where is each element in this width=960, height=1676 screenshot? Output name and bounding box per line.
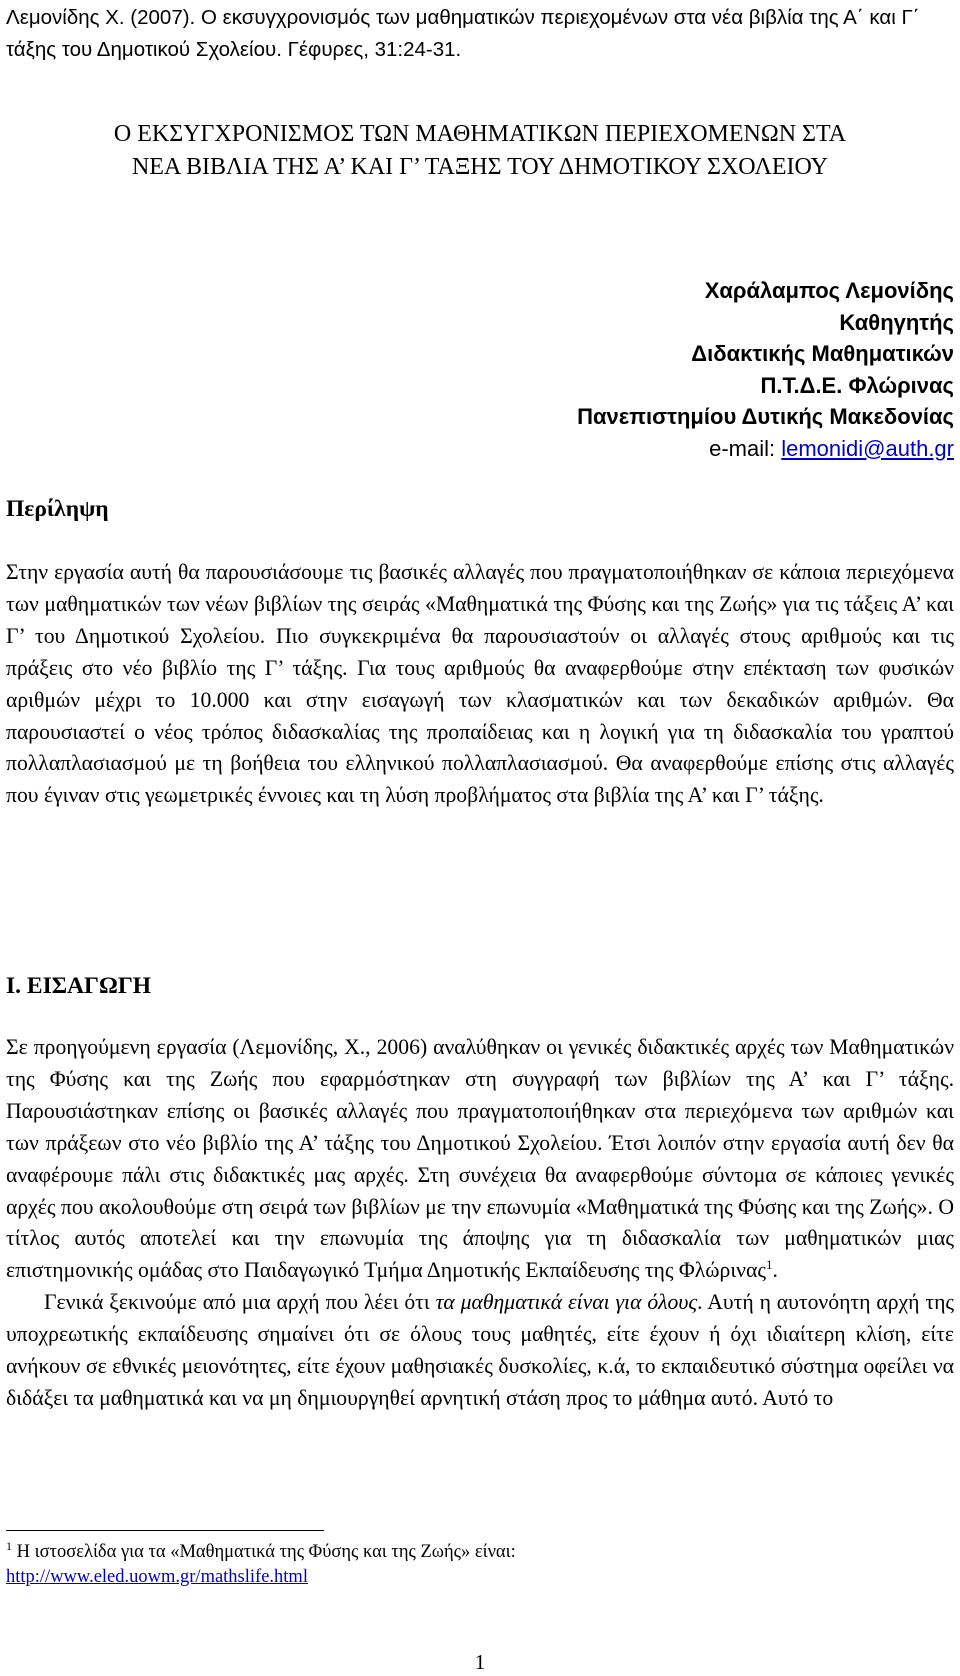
- footnote-divider: [6, 1530, 324, 1531]
- footnote-link[interactable]: http://www.eled.uowm.gr/mathslife.html: [6, 1567, 308, 1587]
- footnote-text-line: $^1$ Η ιστοσελίδα για τα «Μαθηματικά της Φύσης και της Ζωής» είναι:: [6, 1538, 516, 1562]
- abstract-body: [6, 557, 954, 812]
- author-name: Χαράλαμπος Λεμονίδης: [704, 278, 954, 303]
- abstract-heading: Περίληψη: [6, 496, 109, 522]
- author-position: Καθηγητής: [839, 309, 954, 335]
- title-line-1: Ο ΕΚΣΥΓΧΡΟΝΙΣΜΟΣ ΤΩΝ ΜΑΘΗΜΑΤΙΚΩΝ ΠΕΡΙΕΧΟΜΕΝΩΝ ΣΤΑ: [113, 121, 847, 147]
- author-email-line: [577, 433, 954, 465]
- intro-heading: Ι. ΕΙΣΑΓΩΓΗ: [6, 973, 152, 999]
- paper-title: [0, 118, 960, 184]
- footnote-number: 1: [6, 1538, 12, 1553]
- citation-header: Λεμονίδης Χ. (2007). Ο εκσυγχρονισμός των μαθηματικών περιεχομένων στα νέα βιβλία της Α΄ και Γ΄ τάξης του Δημοτικού Σχολείου. Γέφυρες, 31:24-31.: [6, 6, 920, 61]
- author-dept: Π.Τ.Δ.Ε. Φλώρινας: [760, 372, 954, 398]
- intro-paragraph-2: Γενικά ξεκινούμε από μια αρχή που λέει ότι τα μαθηματικά είναι για όλους. Αυτή η αυτονόητη αρχή της υποχρεωτικής εκπαίδευσης σημαίνει ότι σε όλους τους μαθητές, είτε έχουν ή όχι ιδιαίτερη κλίση, είτε ανήκουν σε εθνικές μειονότητες, είτε έχουν μαθησιακές δυσκολίες, κ.ά, το εκπαιδευτικό σύστημα οφείλει να διδάξει τα μαθηματικά και να μη δημιουργηθεί αρνητική στάση προς το μάθημα αυτό. Αυτό το: [6, 1290, 955, 1410]
- footnote-ref[interactable]: 1: [765, 1257, 773, 1273]
- email-label: e-mail:: [709, 435, 776, 461]
- author-university: Πανεπιστημίου Δυτικής Μακεδονίας: [577, 404, 954, 429]
- intro-body: [6, 1032, 954, 1415]
- emphasis-text: τα μαθηματικά είναι για όλους: [435, 1290, 698, 1315]
- email-link[interactable]: lemonidi@auth.gr: [781, 435, 954, 461]
- footnote: [6, 1540, 954, 1590]
- title-line-2: ΝΕΑ ΒΙΒΛΙΑ ΤΗΣ Α’ ΚΑΙ Γ’ ΤΑΞΗΣ ΤΟΥ ΔΗΜΟΤΙΚΟΥ ΣΧΟΛΕΙΟΥ: [131, 154, 829, 180]
- author-block: [577, 275, 954, 464]
- page-number: 1: [474, 1650, 486, 1674]
- author-field: Διδακτικής Μαθηματικών: [691, 341, 954, 366]
- intro-paragraph-1: Σε προηγούμενη εργασία (Λεμονίδης, Χ., 2006) αναλύθηκαν οι γενικές διδακτικές αρχές των Μαθηματικών της Φύσης και της Ζωής που εφαρμόστηκαν στη συγγραφή των βιβλίων της Α’ και Γ’ τάξης. Παρουσιάστηκαν επίσης οι βασικές αλλαγές που πραγματοποιήθηκαν στα περιεχόμενα των αριθμών και των πράξεων στο νέο βιβλίο της Α’ τάξης του Δημοτικού Σχολείου. Έτσι λοιπόν στην εργασία αυτή δεν θα αναφέρουμε πάλι στις διδακτικές μας αρχές. Στη συνέχεια θα αναφερθούμε σύντομα σε κάποιες γενικές αρχές που ακολουθούμε στη σειρά των βιβλίων με την επωνυμία «Μαθηματικά της Φύσης και της Ζωής». Ο τίτλος αυτός αποτελεί και την επωνυμία της άποψης για τη διδασκαλία των μαθηματικών μιας επιστημονικής ομάδας στο Παιδαγωγικό Τμήμα Δημοτικής Εκπαίδευσης της Φλώρινας$^1$.: [6, 1035, 954, 1283]
- abstract-text: Στην εργασία αυτή θα παρουσιάσουμε τις βασικές αλλαγές που πραγματοποιήθηκαν σε κάποια περιεχόμενα των μαθηματικών των νέων βιβλίων της σειράς «Μαθηματικά της Φύσης και της Ζωής» για τις τάξεις Α’ και Γ’ του Δημοτικού Σχολείου. Πιο συγκεκριμένα θα παρουσιαστούν οι αλλαγές στους αριθμούς και τις πράξεις στο νέο βιβλίο της Γ’ τάξης. Για τους αριθμούς θα αναφερθούμε στην επέκταση των φυσικών αριθμών μέχρι το 10.000 και στην εισαγωγή των κλασματικών και των δεκαδικών αριθμών. Θα παρουσιαστεί ο νέος τρόπος διδασκαλίας της προπαίδειας και η λογική για τη διδασκαλία του γραπτού πολλαπλασιασμού με τη βοήθεια του ελληνικού πολλαπλασιασμού. Θα αναφερθούμε επίσης στις αλλαγές που έγιναν στις γεωμετρικές έννοιες και τη λύση προβλήματος στα βιβλία της Α’ και Γ’ τάξης.: [6, 560, 954, 808]
